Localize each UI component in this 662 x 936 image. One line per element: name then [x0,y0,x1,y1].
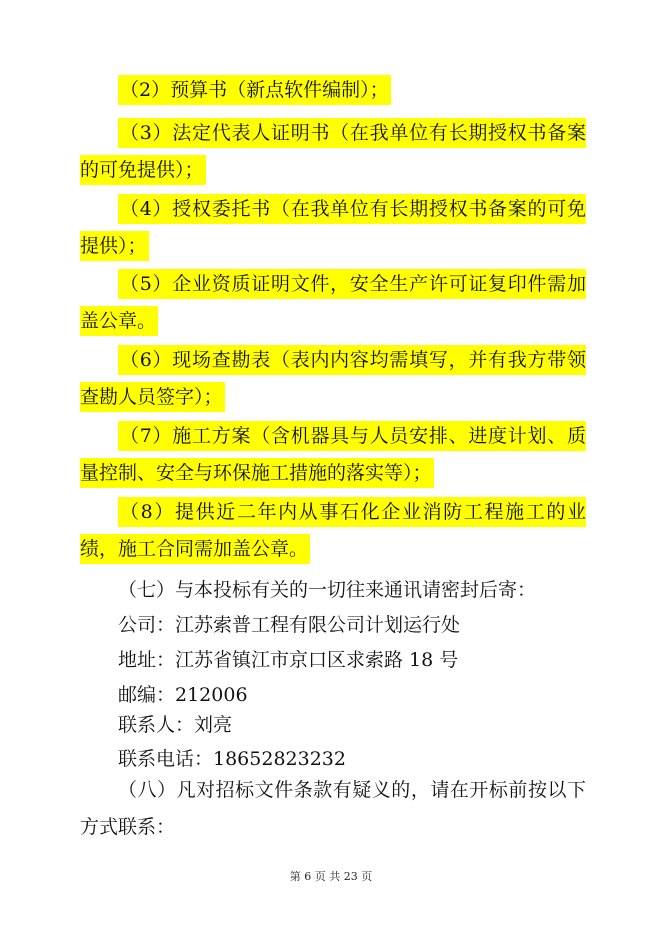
section-8-heading: （八）凡对招标文件条款有疑义的，请在开标前按以下方式联系： [80,779,586,838]
company-line: 公司：江苏索普工程有限公司计划运行处 [118,614,461,636]
list-item-3 [80,115,586,189]
list-item-8 [80,494,586,568]
address-line: 地址：江苏省镇江市京口区求索路 18 号 [118,649,459,671]
highlighted-text: （2）预算书（新点软件编制）； [118,75,391,105]
highlighted-text: （3）法定代表人证明书（在我单位有长期授权书备案的可免提供）； [80,118,586,185]
postcode-line: 邮编：212006 [118,684,248,706]
section-7-heading: （七）与本投标有关的一切往来通讯请密封后寄： [118,579,537,601]
phone-line: 联系电话：18652823232 [118,748,346,770]
list-item-5 [80,266,586,340]
list-item-6 [80,342,586,416]
highlighted-text: （6）现场查勘表（表内内容均需填写，并有我方带领查勘人员签字）； [80,345,586,412]
list-item-7 [80,418,586,492]
contact-line: 联系人：刘亮 [118,714,233,736]
highlighted-text: （4）授权委托书（在我单位有长期授权书备案的可免提供）； [80,194,586,261]
highlighted-text: （8）提供近二年内从事石化企业消防工程施工的业绩，施工合同需加盖公章。 [80,497,586,564]
list-item-2 [80,72,586,109]
highlighted-text: （5）企业资质证明文件，安全生产许可证复印件需加盖公章。 [80,269,586,336]
page-number-footer: 第 6 页 共 23 页 [289,870,373,883]
list-item-4 [80,191,586,265]
highlighted-text: （7）施工方案（含机器具与人员安排、进度计划、质量控制、安全与环保施工措施的落实等）； [80,421,586,488]
